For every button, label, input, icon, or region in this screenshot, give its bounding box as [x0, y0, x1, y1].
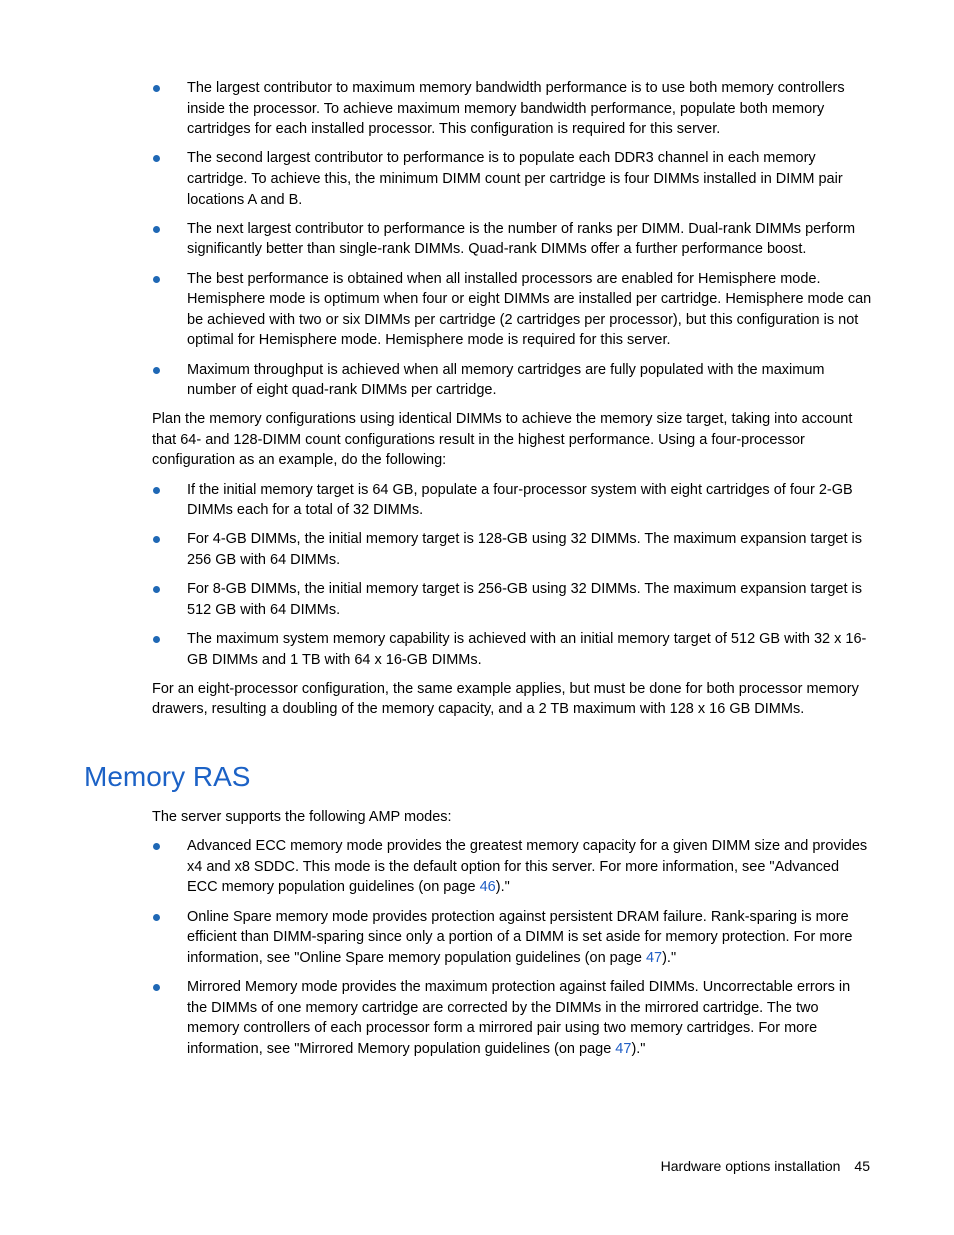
- bullet-text: The second largest contributor to performance is to populate each DDR3 channel in each memory cartridge. To achieve this, the minimum DIMM count per cartridge is four DIMMs installed in DIMM pair locations A and B.: [187, 150, 843, 208]
- eight-processor-paragraph: For an eight-processor configuration, the same example applies, but must be done for both processor memory drawers, resulting a doubling of the memory capacity, and a 2 TB maximum with 128 x 16 GB DIMMs.: [152, 680, 859, 718]
- list-item: [152, 977, 872, 1059]
- bullet-icon: [153, 536, 160, 543]
- bullet-text: Maximum throughput is achieved when all memory cartridges are fully populated with the maximum number of eight quad-rank DIMMs per cartridge.: [187, 361, 825, 399]
- page-number: 45: [854, 1158, 870, 1174]
- bullet-icon: [153, 85, 160, 92]
- bullet-icon: [153, 914, 160, 921]
- bullet-icon: [153, 226, 160, 233]
- bullet-text: The largest contributor to maximum memory bandwidth performance is to use both memory controllers inside the processor. To achieve maximum memory bandwidth performance, populate both memory cartridges for each installed processor. This configuration is required for this server.: [187, 80, 845, 138]
- list-item: [152, 480, 872, 521]
- bullet-tail: ).": [631, 1040, 646, 1057]
- bullet-text: The maximum system memory capability is achieved with an initial memory target of 512 GB with 32 x 16-GB DIMMs and 1 TB with 64 x 16-GB DIMMs.: [187, 631, 867, 668]
- bullet-icon: [153, 586, 160, 593]
- plan-bullet-list: [152, 480, 872, 671]
- page-footer: [661, 1158, 870, 1174]
- bullet-text: Online Spare memory mode provides protection against persistent DRAM failure. Rank-sparing is more efficient than DIMM-sparing since only a portion of a DIMM is set aside for memory protection. For more information, see "Online Spare memory population guidelines (on page: [187, 908, 853, 966]
- memory-ras-heading: Memory RAS: [84, 761, 251, 792]
- list-item: [152, 219, 872, 260]
- bullet-icon: [153, 276, 160, 283]
- bullet-text: The best performance is obtained when all installed processors are enabled for Hemisphere mode. Hemisphere mode is optimum when four or eight DIMMs are installed per cartridge. Hemisphere mode can be achieved with two or six DIMMs per cartridge (2 cartridges per processor), but this configuration is not optimal for Hemisphere mode. Hemisphere mode is required for this server.: [187, 270, 872, 349]
- bullet-text: If the initial memory target is 64 GB, populate a four-processor system with eight cartridges of four 2-GB DIMMs each for a total of 32 DIMMs.: [187, 481, 853, 519]
- bullet-text: The next largest contributor to performance is the number of ranks per DIMM. Dual-rank DIMMs perform significantly better than single-rank DIMMs. Quad-rank DIMMs offer a further performance boost.: [187, 220, 856, 258]
- bullet-icon: [153, 843, 160, 850]
- bullet-text: Advanced ECC memory mode provides the greatest memory capacity for a given DIMM size and provides x4 and x8 SDDC. This mode is the default option for this server. For more information, see "Advanced ECC memory population guidelines (on page: [187, 838, 868, 896]
- bullet-text: For 4-GB DIMMs, the initial memory target is 128-GB using 32 DIMMs. The maximum expansion target is 256 GB with 64 DIMMs.: [187, 531, 863, 569]
- memory-ras-section: [152, 807, 872, 1068]
- footer-section-title: Hardware options installation: [660, 1158, 841, 1174]
- list-item: [152, 78, 872, 140]
- page-link-47[interactable]: 47: [645, 949, 663, 966]
- list-item: [152, 629, 872, 670]
- intro-bullet-list: [152, 78, 872, 401]
- ras-intro: The server supports the following AMP modes:: [152, 809, 452, 825]
- list-item: [152, 360, 872, 401]
- list-item: [152, 148, 872, 210]
- list-item: [152, 836, 872, 898]
- page-link-46[interactable]: 46: [479, 879, 496, 896]
- bullet-text: For 8-GB DIMMs, the initial memory target is 256-GB using 32 DIMMs. The maximum expansion target is 512 GB with 64 DIMMs.: [187, 581, 863, 618]
- bullet-tail: ).": [495, 879, 510, 896]
- bullet-tail: ).": [662, 949, 677, 966]
- list-item: [152, 907, 872, 969]
- page-body: [152, 78, 872, 729]
- bullet-icon: [153, 636, 160, 643]
- plan-paragraph: Plan the memory configurations using identical DIMMs to achieve the memory size target, taking into account that 64- and 128-DIMM count configurations result in the highest performance. Using a four-processor configuration as an example, do the following:: [152, 411, 853, 469]
- ras-bullet-list: [152, 836, 872, 1059]
- bullet-icon: [153, 367, 160, 374]
- list-item: [152, 529, 872, 570]
- list-item: [152, 579, 872, 620]
- list-item: [152, 269, 872, 351]
- bullet-icon: [153, 984, 160, 991]
- page-link-47[interactable]: 47: [615, 1040, 632, 1057]
- bullet-icon: [153, 155, 160, 162]
- bullet-icon: [153, 487, 160, 494]
- bullet-text: Mirrored Memory mode provides the maximum protection against failed DIMMs. Uncorrectable errors in the DIMMs of one memory cartridge are corrected by the DIMMs in the mirrored cartridge. The two memory controllers of each processor form a mirrored pair using two memory cartridges. For more information, see "Mirrored Memory population guidelines (on page: [187, 978, 851, 1057]
